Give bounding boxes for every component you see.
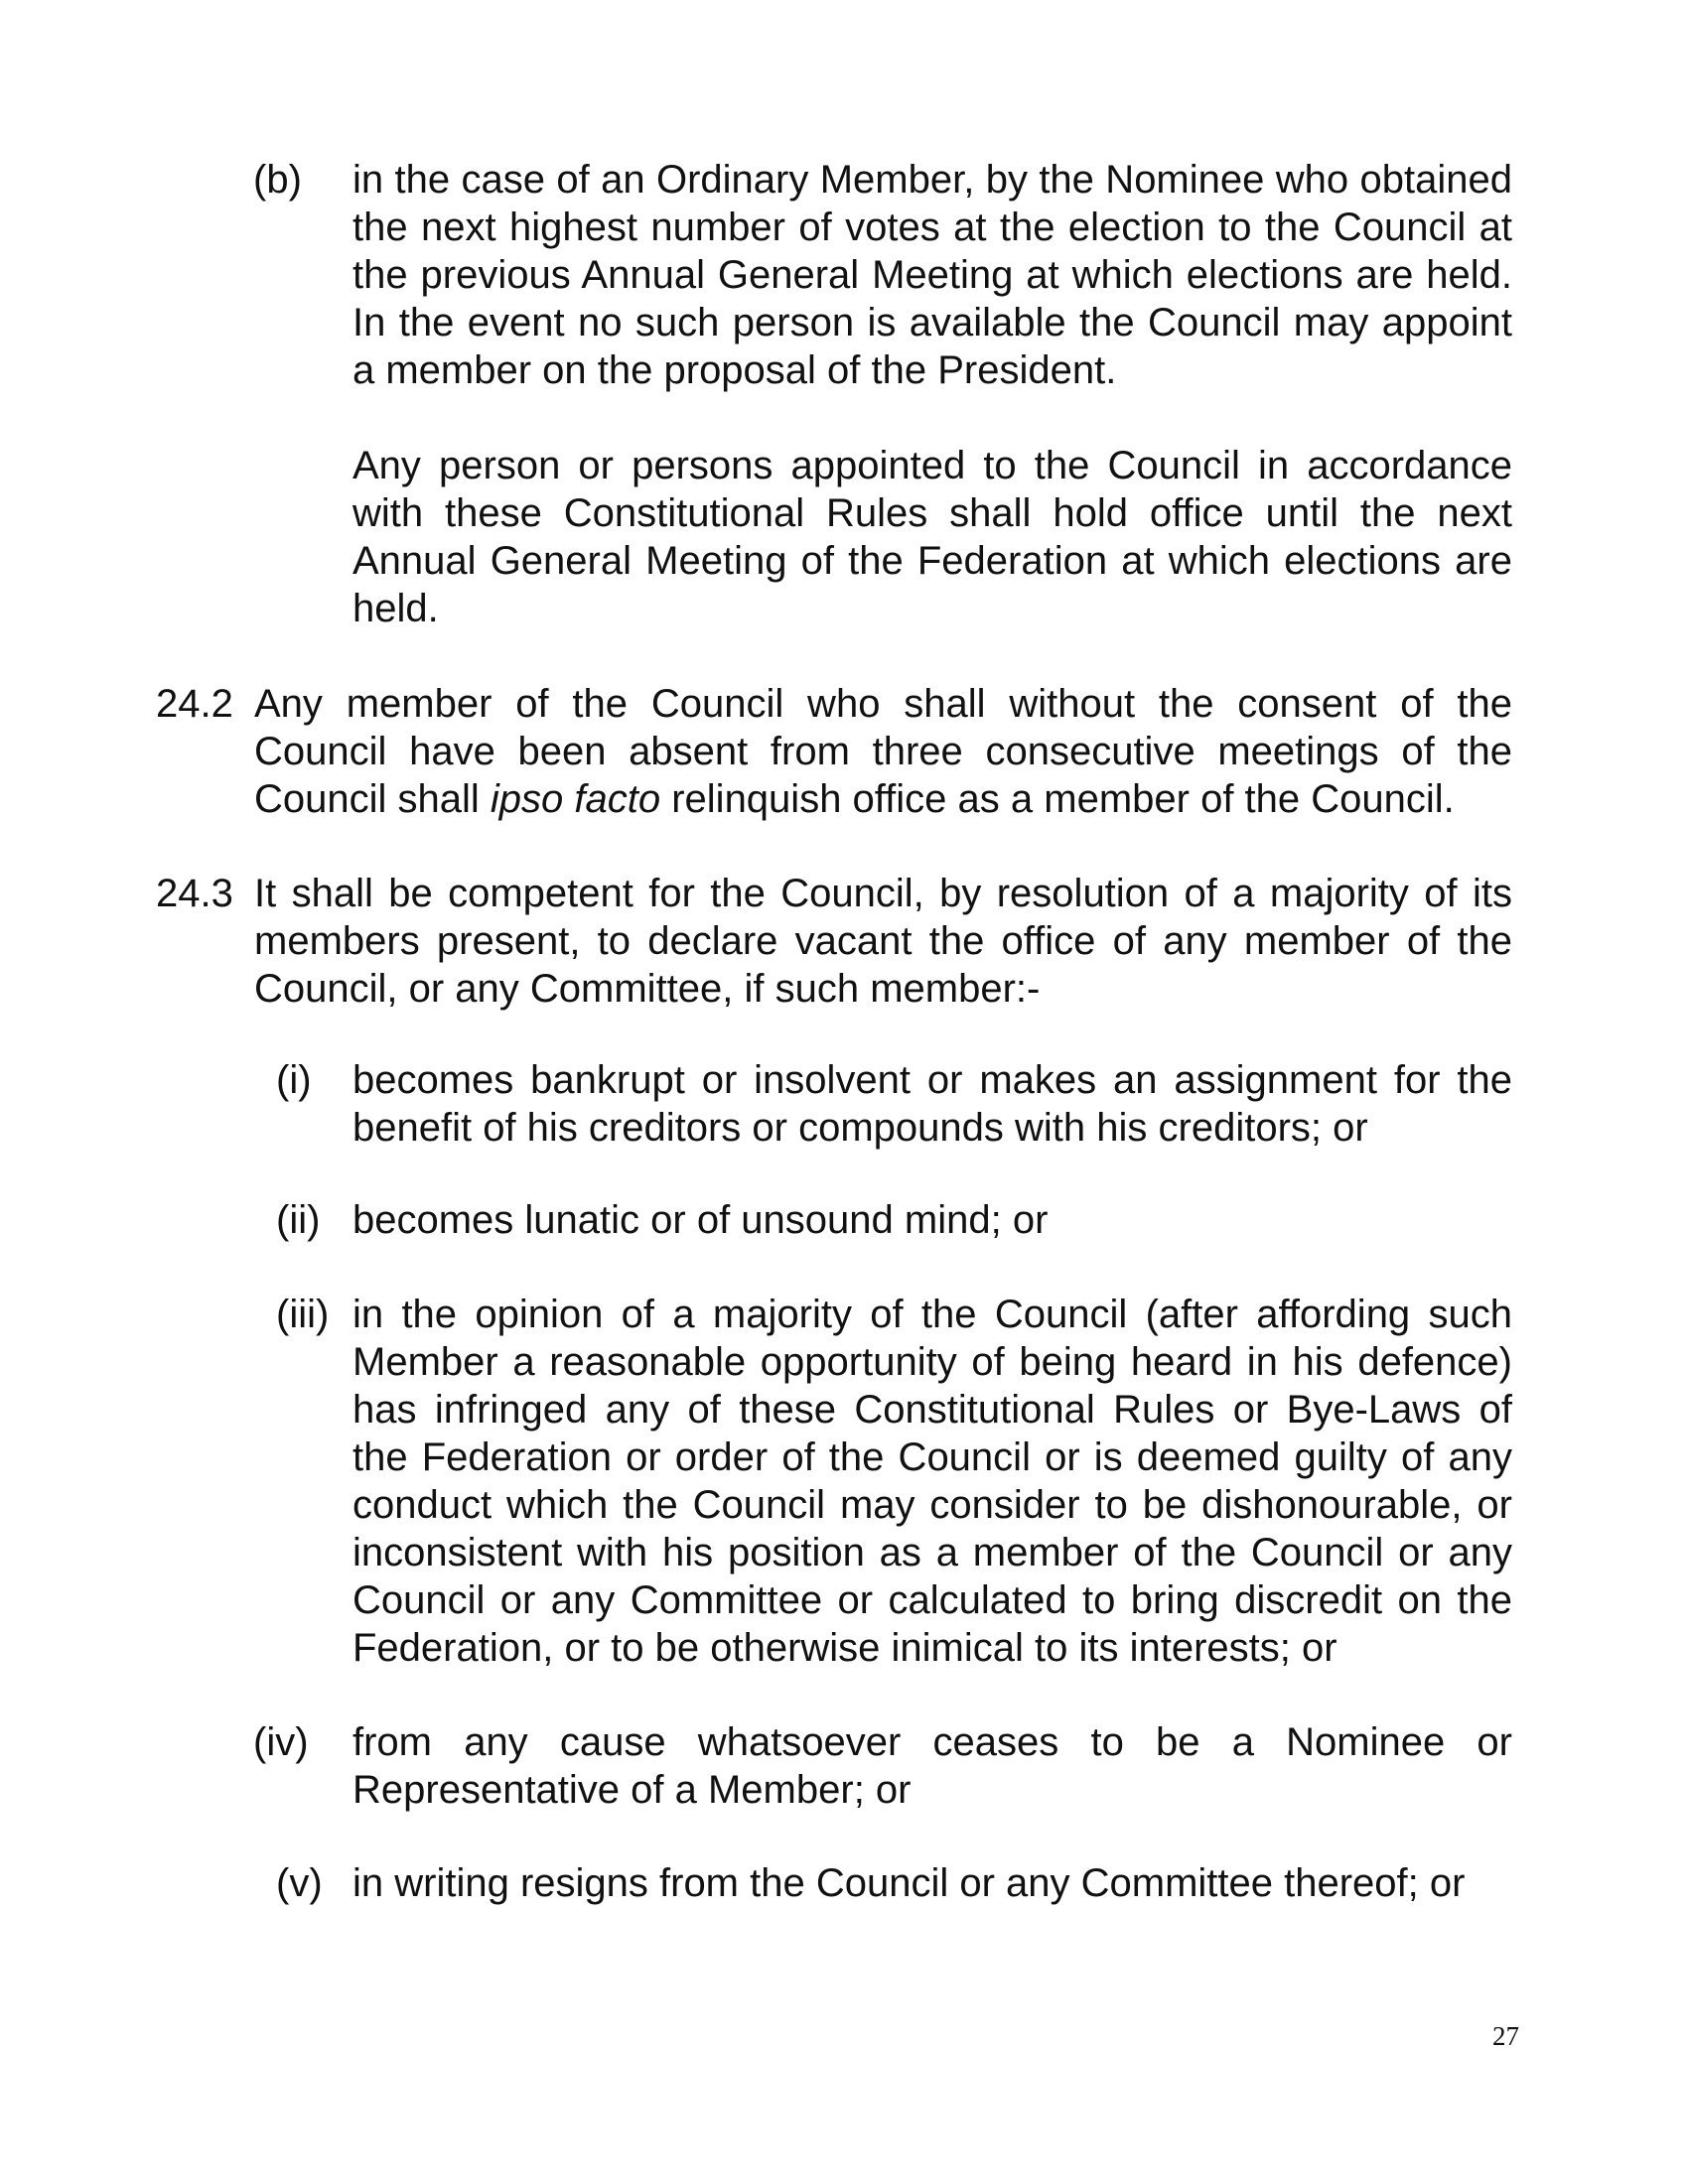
subclause-body [352,1859,1512,1907]
clause-body [254,680,1512,823]
subclause-body [352,1718,1512,1814]
subclause-label: (ii) [276,1198,321,1242]
clause-paragraph: It shall be competent for the Council, by resolution of a majority of its members present, to declare vacant the office of any member of the Council, or any Committee, if such member:- [254,872,1512,1011]
subclause-label: (iv) [253,1720,309,1764]
subclause-body [352,1056,1512,1152]
subclause-label: (i) [276,1058,312,1102]
italic-term: ipso facto [490,777,661,821]
subclause-paragraph: from any cause whatsoever ceases to be a Nominee or Representative of a Member; or [352,1720,1512,1812]
subclause-paragraph: becomes lunatic or of unsound mind; or [352,1198,1049,1242]
clause-paragraph: Any person or persons appointed to the Council in accordance with these Constitutional Rules shall hold office until the next Annual General Meeting of the Federation at which elections are held. [352,444,1512,630]
page-number: 27 [1492,2021,1519,2051]
clause-label: (b) [253,158,302,202]
subclause-paragraph: in the opinion of a majority of the Council (after affording such Member a reasonable opportunity of being heard in his defence) has infringed any of these Constitutional Rules or Bye-Laws of the Federation or order of the Council or is deemed guilty of any conduct which the Council may consider to be dishonourable, or inconsistent with his position as a member of the Council or any Council or any Committee or calculated to bring discredit on the Federation, or to be otherwise inimical to its interests; or [352,1293,1512,1670]
subclause-label: (iii) [276,1293,330,1336]
clause-number: 24.3 [156,872,233,915]
clause-body [352,156,1512,394]
subclause-paragraph: in writing resigns from the Council or any Committee thereof; or [352,1861,1466,1905]
subclause-paragraph: becomes bankrupt or insolvent or makes an assignment for the benefit of his creditors or compounds with his creditors; or [352,1058,1512,1150]
clause-paragraph: in the case of an Ordinary Member, by the Nominee who obtained the next highest number of votes at the election to the Council at the previous Annual General Meeting at which elections are held. In the event no such person is available the Council may appoint a member on the proposal of the President. [352,158,1512,392]
clause-text: Any member of the Council who shall without the consent of the Council have been absent from three consecutive meetings of the Council shall [254,682,1512,821]
subclause-body [352,1291,1512,1672]
subclause-label: (v) [276,1861,323,1905]
clause-paragraph [254,680,1512,823]
clause-text: relinquish office as a member of the Council. [660,777,1455,821]
clause-body [352,442,1512,632]
subclause-body [352,1196,1512,1244]
clause-body [254,870,1512,1013]
clause-number: 24.2 [156,682,233,726]
